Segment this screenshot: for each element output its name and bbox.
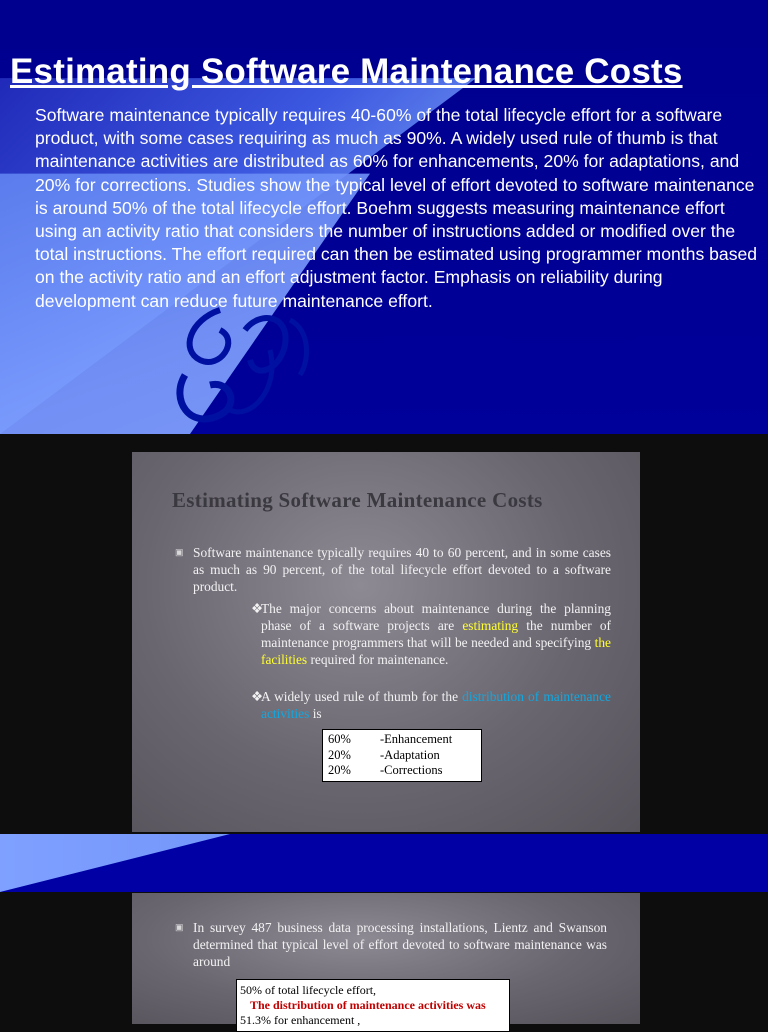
table-cell-percent: 20% (328, 763, 351, 777)
box-line: 51.3% for enhancement , (240, 1013, 361, 1027)
summary-paragraph: Software maintenance typically requires 40-60% of the total lifecycle effort for a software product, with some cases requiring as much as 90%. A widely used rule of thumb is that maintenance activities are distributed as 60% for enhancements, 20% for adaptations, and 20% for corrections. Studies show the typical level of effort devoted to software maintenance is around 50% of the total lifecycle effort. Boehm suggests measuring maintenance effort using an activity ratio that considers the number of instructions added or modified over the total instructions. The effort required can then be estimated using programmer months based on the activity ratio and an effort adjustment factor. Emphasis on reliability during development can reduce future maintenance effort. (35, 105, 758, 311)
square-bullet-icon: ▣ (175, 547, 184, 557)
decorative-light-band (0, 834, 768, 892)
sub-bullet-text: A widely used rule of thumb for the (261, 689, 463, 704)
bullet-lifecycle-effort (175, 544, 611, 595)
bullet-lientz-swanson (175, 919, 607, 970)
box-line-emphasis: The distribution of maintenance activities was (250, 998, 486, 1012)
sub-bullet-rule-of-thumb (251, 688, 612, 722)
sub-bullet-major-concerns (251, 600, 611, 668)
slide-image-1 (132, 452, 640, 832)
survey-results-box (236, 979, 510, 1032)
bullet-text: Software maintenance typically requires 40 to 60 percent, and in some cases as much as 90 percent, of the total lifecycle effort devoted to a software product. (193, 545, 611, 594)
slide-title: Estimating Software Maintenance Costs (172, 488, 543, 512)
table-row (328, 748, 476, 764)
diamond-bullet-icon: ❖ (251, 689, 264, 704)
table-cell-label: -Corrections (380, 763, 443, 777)
table-row (328, 732, 476, 748)
highlight-facilities: the facilities (261, 635, 611, 667)
square-bullet-icon: ▣ (175, 922, 184, 932)
highlight-distribution: distribution of maintenance activities (261, 689, 612, 721)
sub-bullet-text: is (309, 706, 322, 721)
slide-image-2 (132, 893, 640, 1027)
table-cell-label: -Adaptation (380, 747, 440, 762)
sub-bullet-text: required for maintenance. (307, 652, 449, 667)
title-slide (0, 0, 768, 434)
sub-bullet-text: the number of maintenance programmers that will be needed and specifying (261, 618, 611, 650)
bullet-text: In survey 487 business data processing installations, Lientz and Swanson determined that typical level of effort devoted to software maintenance was around (193, 920, 607, 969)
diamond-bullet-icon: ❖ (251, 601, 264, 616)
sub-bullet-text: The major concerns about maintenance during the planning phase of a software projects are (261, 601, 611, 633)
highlight-estimating: estimating (462, 618, 519, 633)
page-title: Estimating Software Maintenance Costs (10, 52, 683, 91)
box-line: 50% of total lifecycle effort, (240, 983, 377, 997)
table-cell-label: -Enhancement (380, 732, 453, 746)
table-row (328, 763, 476, 779)
slide-background-strip (0, 834, 768, 892)
distribution-table (322, 729, 482, 782)
table-cell-percent: 20% (328, 747, 351, 762)
table-cell-percent: 60% (328, 732, 351, 746)
